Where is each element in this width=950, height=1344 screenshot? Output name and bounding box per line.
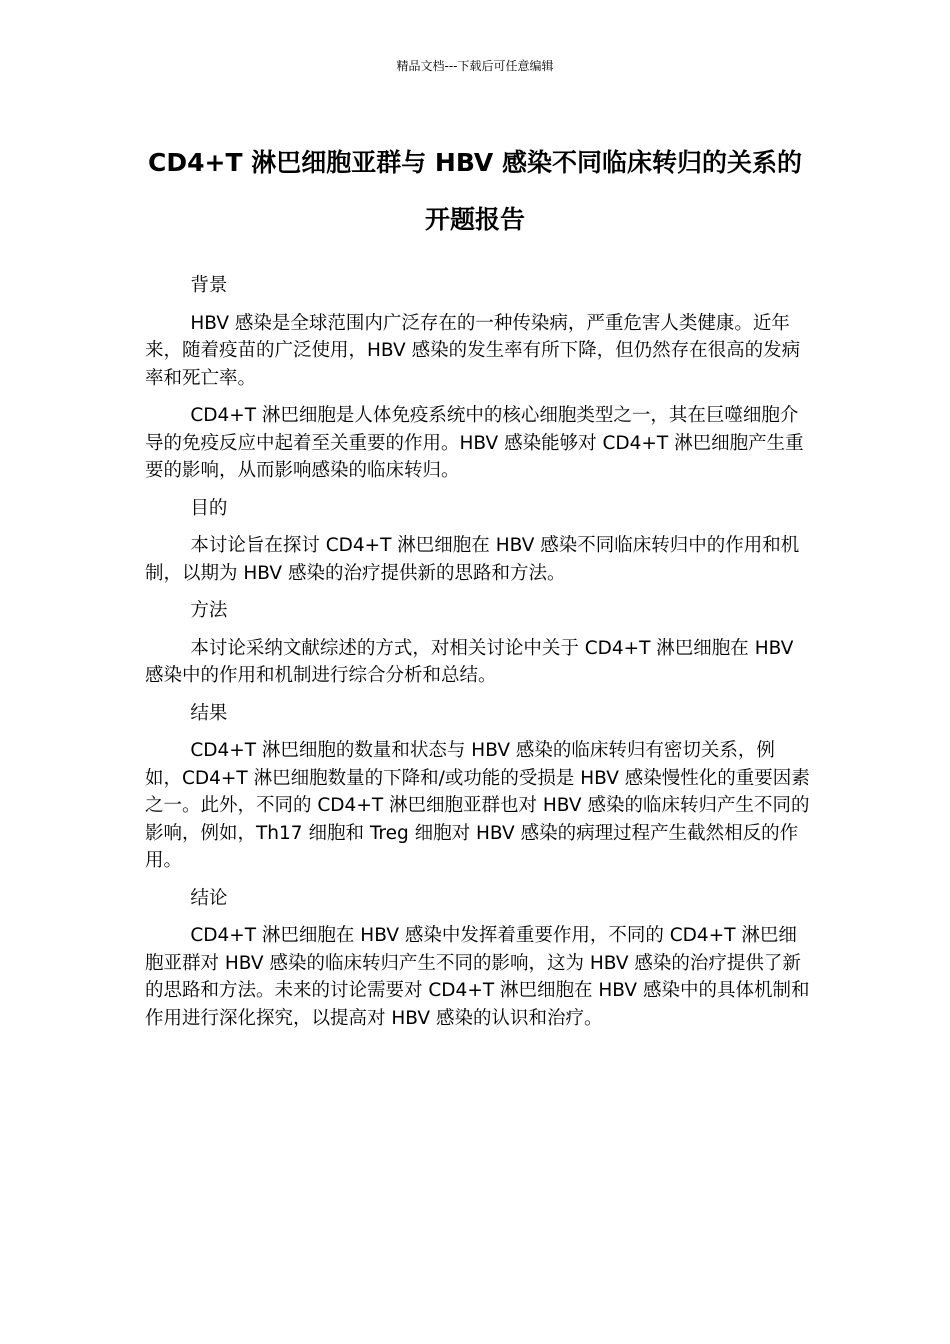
section-heading-objective: 目的 <box>190 497 228 519</box>
section-heading-results: 结果 <box>190 702 228 724</box>
document-body <box>145 272 810 1042</box>
page-header: 精品文档---下载后可任意编辑 <box>396 59 554 73</box>
methods-paragraph: 本讨论采纳文献综述的方式，对相关讨论中关于 CD4+T 淋巴细胞在 HBV 感染中的作用和机制进行综合分析和总结。 <box>145 637 794 686</box>
conclusion-paragraph: CD4+T 淋巴细胞在 HBV 感染中发挥着重要作用，不同的 CD4+T 淋巴细胞亚群对 HBV 感染的临床转归产生不同的影响，这为 HBV 感染的治疗提供了新的思路和方法。未来的讨论需要对 CD4+T 淋巴细胞在 HBV 感染中的具体机制和作用进行深化探究，以提高对 HBV 感染的认识和治疗。 <box>145 925 810 1029</box>
results-paragraph: CD4+T 淋巴细胞的数量和状态与 HBV 感染的临床转归有密切关系，例如，CD4+T 淋巴细胞数量的下降和/或功能的受损是 HBV 感染慢性化的重要因素之一。此外，不同的 CD4+T 淋巴细胞亚群也对 HBV 感染的临床转归产生不同的影响，例如，Th17 细胞和 Treg 细胞对 HBV 感染的病理过程产生截然相反的作用。 <box>145 740 810 871</box>
objective-paragraph: 本讨论旨在探讨 CD4+T 淋巴细胞在 HBV 感染不同临床转归中的作用和机制，以期为 HBV 感染的治疗提供新的思路和方法。 <box>145 535 800 584</box>
section-heading-methods: 方法 <box>190 600 228 621</box>
background-paragraph-2: CD4+T 淋巴细胞是人体免疫系统中的核心细胞类型之一，其在巨噬细胞介导的免疫反应中起着至关重要的作用。HBV 感染能够对 CD4+T 淋巴细胞产生重要的影响，从而影响感染的临床转归。 <box>145 405 804 481</box>
background-paragraph-1: HBV 感染是全球范围内广泛存在的一种传染病，严重危害人类健康。近年来，随着疫苗的广泛使用，HBV 感染的发生率有所下降，但仍然存在很高的发病率和死亡率。 <box>145 312 801 389</box>
document-title: CD4+T 淋巴细胞亚群与 HBV 感染不同临床转归的关系的开题报告 <box>148 148 802 234</box>
section-heading-conclusion: 结论 <box>190 887 228 909</box>
section-heading-background: 背景 <box>190 275 228 296</box>
